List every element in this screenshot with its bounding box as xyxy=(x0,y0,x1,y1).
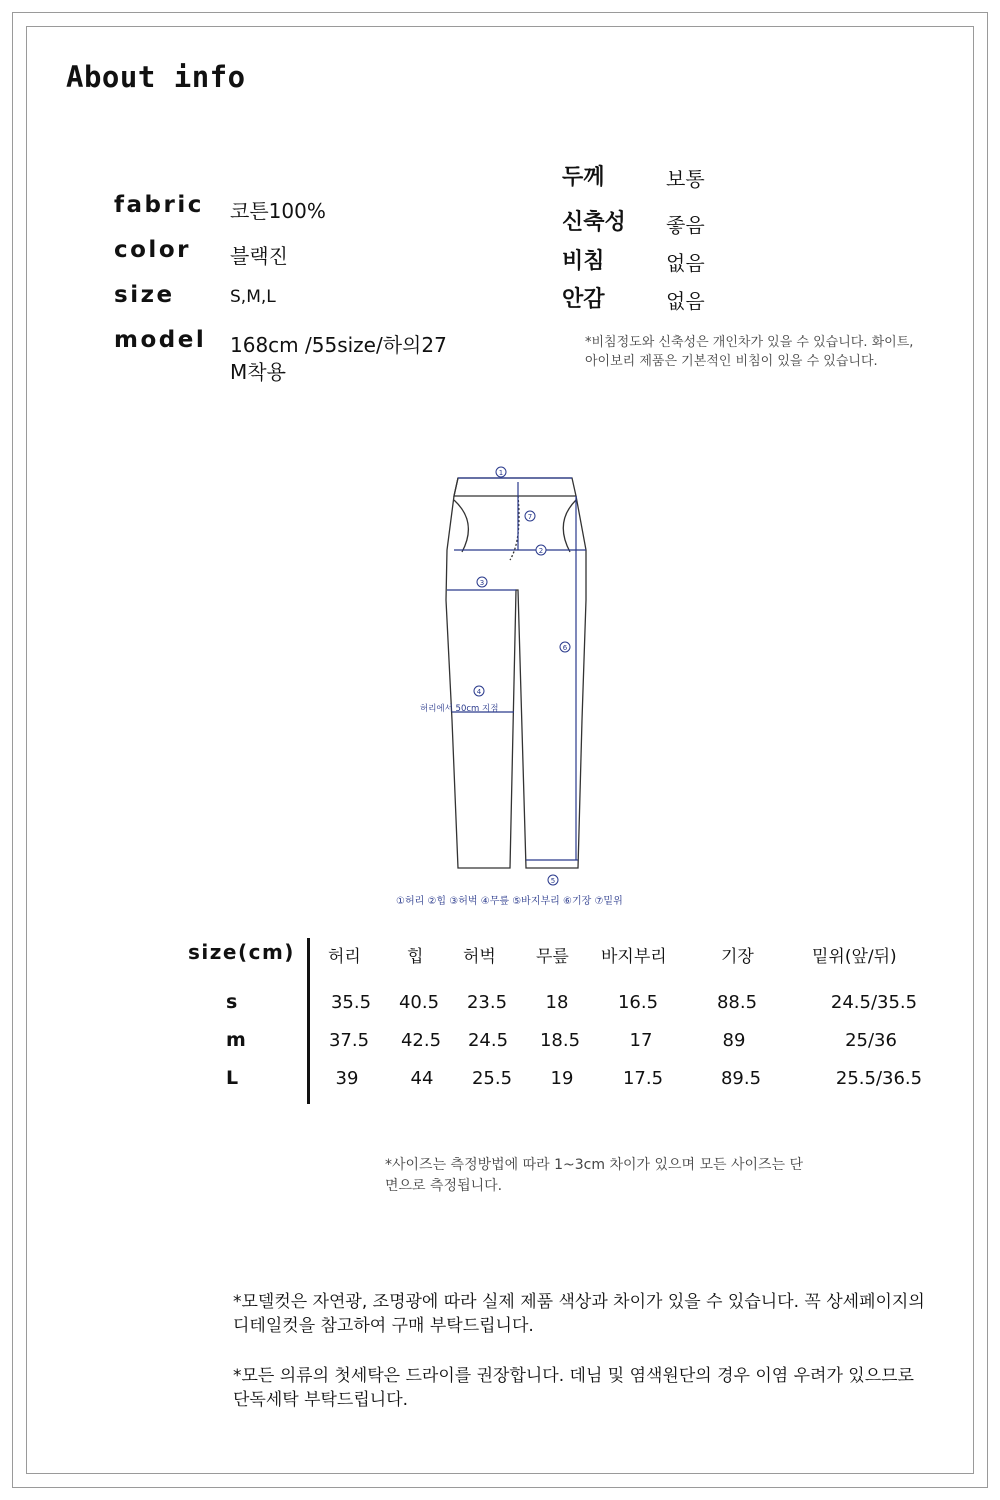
prop-value-thickness: 보통 xyxy=(666,167,705,191)
prop-label-sheerness: 비침 xyxy=(562,249,605,274)
row-label-l: L xyxy=(226,1067,239,1089)
table-cell: 16.5 xyxy=(617,992,659,1013)
table-cell: 40.5 xyxy=(398,992,440,1013)
table-cell: 25.5/36.5 xyxy=(835,1068,923,1089)
col-header-rise: 밑위(앞/뒤) xyxy=(812,947,897,967)
svg-text:4: 4 xyxy=(476,687,482,696)
col-header-hem: 바지부리 xyxy=(601,947,667,967)
table-cell: 88.5 xyxy=(716,992,758,1013)
table-cell: 18.5 xyxy=(539,1030,581,1051)
col-header-waist: 허리 xyxy=(328,947,361,967)
size-table-header: size(cm) xyxy=(188,940,295,964)
svg-text:6: 6 xyxy=(562,643,568,652)
spec-label-color: color xyxy=(114,237,191,263)
pants-outline xyxy=(446,478,586,868)
svg-text:2: 2 xyxy=(538,546,544,555)
prop-value-stretch: 좋음 xyxy=(666,213,705,237)
table-cell: 17 xyxy=(629,1030,653,1051)
spec-label-size: size xyxy=(114,282,175,308)
spec-value-fabric: 코튼100% xyxy=(230,199,326,223)
col-header-thigh: 허벅 xyxy=(463,947,496,967)
prop-label-stretch: 신축성 xyxy=(562,210,626,235)
svg-text:7: 7 xyxy=(527,512,533,521)
footer-notes xyxy=(233,1290,933,1438)
col-header-length: 기장 xyxy=(721,947,754,967)
marker-6 xyxy=(560,642,570,652)
size-note: *사이즈는 측정방법에 따라 1~3cm 차이가 있으며 모든 사이즈는 단면으로 측정됩니다. xyxy=(385,1157,804,1194)
marker-2 xyxy=(536,545,546,555)
table-cell: 89.5 xyxy=(720,1068,762,1089)
marker-3 xyxy=(477,577,487,587)
col-header-knee: 무릎 xyxy=(536,947,569,967)
table-cell: 19 xyxy=(550,1068,574,1089)
marker-7 xyxy=(525,511,535,521)
table-cell: 44 xyxy=(410,1068,434,1089)
page-title: About info xyxy=(66,60,246,94)
right-pocket xyxy=(563,500,576,552)
prop-value-sheerness: 없음 xyxy=(666,251,705,275)
table-cell: 25/36 xyxy=(845,1030,897,1051)
svg-text:3: 3 xyxy=(479,578,485,587)
row-label-s: s xyxy=(226,991,238,1013)
spec-value-size: S,M,L xyxy=(230,287,276,307)
marker-4 xyxy=(474,686,484,696)
col-header-hip: 힙 xyxy=(407,947,424,967)
marker-1 xyxy=(496,467,506,477)
table-cell: 18 xyxy=(545,992,569,1013)
table-cell: 17.5 xyxy=(622,1068,664,1089)
footer-note-wash: *모든 의류의 첫세탁은 드라이를 권장합니다. 데님 및 염색원단의 경우 이염 우려가 있으므로 단독세탁 부탁드립니다. xyxy=(233,1366,914,1410)
diagram-legend: ①허리 ②힙 ③허벅 ④무릎 ⑤바지부리 ⑥기장 ⑦밑위 xyxy=(396,896,623,907)
left-pocket xyxy=(454,500,468,552)
prop-label-lining: 안감 xyxy=(562,287,605,312)
pants-diagram-svg xyxy=(380,460,660,910)
row-label-m: m xyxy=(226,1029,246,1051)
table-cell: 39 xyxy=(335,1068,359,1089)
table-cell: 42.5 xyxy=(400,1030,442,1051)
table-cell: 24.5 xyxy=(467,1030,509,1051)
table-cell: 89 xyxy=(722,1030,746,1051)
table-cell: 23.5 xyxy=(466,992,508,1013)
spec-value-model: 168cm /55size/하의27 xyxy=(230,333,447,357)
table-cell: 24.5/35.5 xyxy=(830,992,918,1013)
table-cell: 35.5 xyxy=(330,992,372,1013)
spec-label-model: model xyxy=(114,327,207,353)
prop-label-thickness: 두께 xyxy=(562,165,605,190)
svg-text:5: 5 xyxy=(550,876,556,885)
waistband-outline xyxy=(454,478,576,496)
thigh-point-note: 허리에서 50cm 지점 xyxy=(420,704,499,714)
table-cell: 25.5 xyxy=(471,1068,513,1089)
svg-text:1: 1 xyxy=(498,468,504,477)
spec-value-color: 블랙진 xyxy=(230,244,288,268)
pants-diagram xyxy=(380,460,660,910)
spec-value-model-fit: M착용 xyxy=(230,360,286,384)
spec-label-fabric: fabric xyxy=(114,192,204,218)
marker-5 xyxy=(548,875,558,885)
footer-note-color: *모델컷은 자연광, 조명광에 따라 실제 제품 색상과 차이가 있을 수 있습니다. 꼭 상세페이지의 디테일컷을 참고하여 구매 부탁드립니다. xyxy=(233,1292,925,1336)
table-divider xyxy=(307,938,310,1104)
table-cell: 37.5 xyxy=(328,1030,370,1051)
measure-markers xyxy=(474,467,570,885)
prop-value-lining: 없음 xyxy=(666,289,705,313)
properties-note: *비침정도와 신축성은 개인차가 있을 수 있습니다. 화이트, 아이보리 제품은 기본적인 비침이 있을 수 있습니다. xyxy=(585,335,914,369)
